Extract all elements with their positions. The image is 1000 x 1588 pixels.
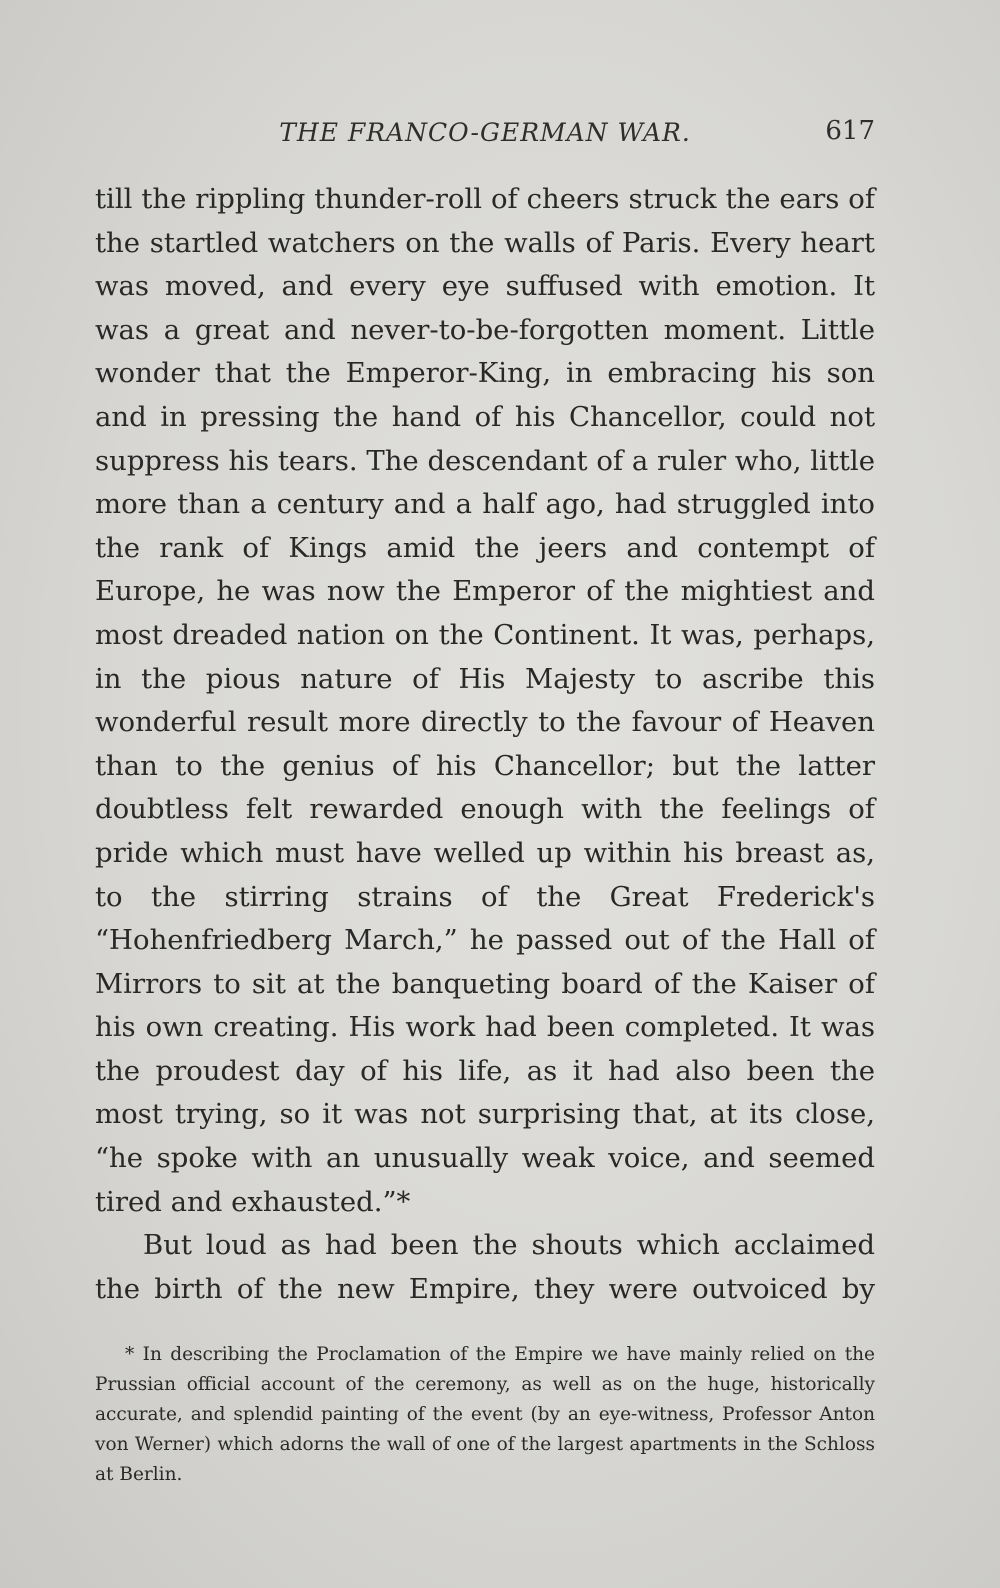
running-title: THE FRANCO-GERMAN WAR. xyxy=(279,118,691,147)
paragraph: till the rippling thunder-roll of cheers struck the ears of the startled watchers on the walls of Paris. Every heart was moved, and every eye suffused with emotion. It was a great and never-to-be-forgotten moment. Little wonder that the Emperor-King, in embracing his son and in pressing the hand of his Chancellor, could not suppress his tears. The descendant of a ruler who, little more than a century and a half ago, had struggled into the rank of Kings amid the jeers and contempt of Europe, he was now the Emperor of the mightiest and most dreaded nation on the Continent. It was, perhaps, in the pious nature of His Majesty to ascribe this wonderful result more directly to the favour of Heaven than to the genius of his Chancellor; but the latter doubtless felt rewarded enough with the feelings of pride which must have welled up within his breast as, to the stirring strains of the Great Frederick's “Hohenfriedberg March,” he passed out of the Hall of Mirrors to sit at the banqueting board of the Kaiser of his own creating. His work had been completed. It was the proudest day of his life, as it had also been the most trying, so it was not surprising that, at its close, “he spoke with an unusually weak voice, and seemed tired and exhausted.”* xyxy=(95,183,875,1218)
page-header xyxy=(95,118,875,158)
paragraph: But loud as had been the shouts which acclaimed the birth of the new Empire, they were outvoiced by xyxy=(95,1229,875,1305)
body-text xyxy=(95,178,875,1311)
page-number: 617 xyxy=(825,116,875,146)
footnote: * In describing the Proclamation of the Empire we have mainly relied on the Prussian official account of the ceremony, as well as on the huge, historically accurate, and splendid painting of the event (by an eye-witness, Professor Anton von Werner) which adorns the wall of one of the largest apartments in the Schloss at Berlin. xyxy=(95,1344,875,1485)
